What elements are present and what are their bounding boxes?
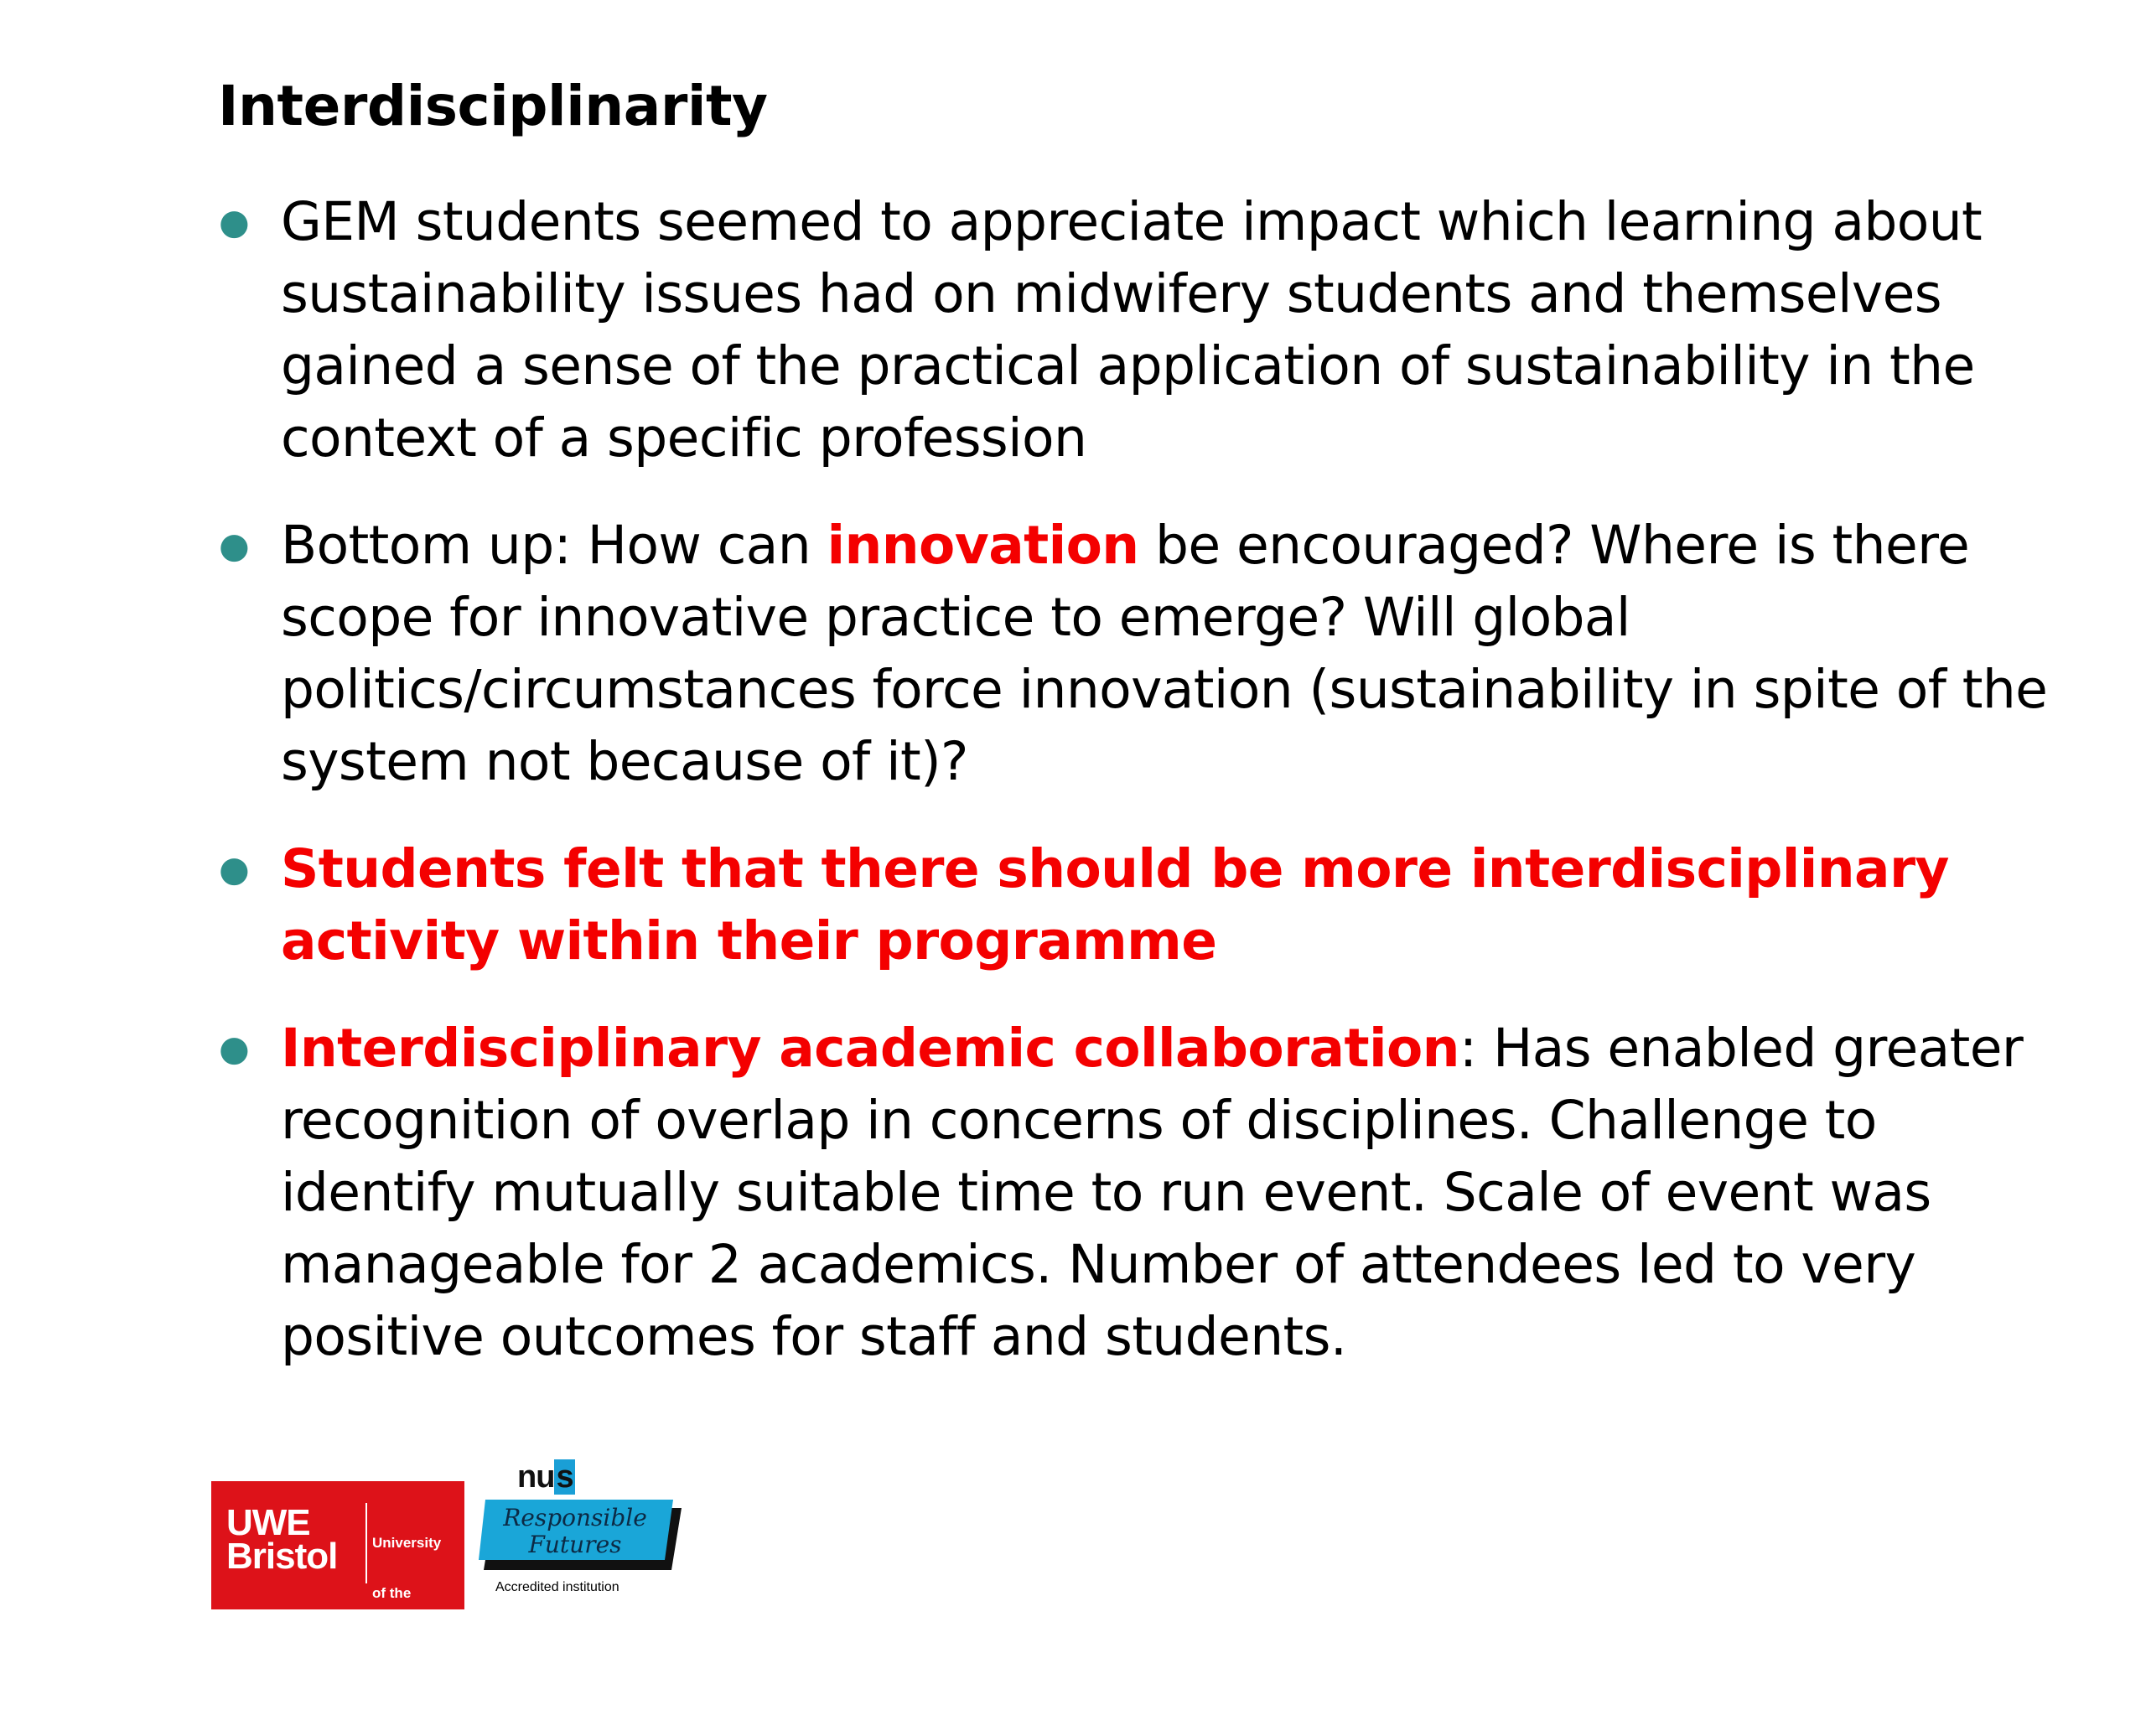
bullet-text-after: : Has enabled greater recognition of overlap in concerns of disciplines. Challenge to identify mutually suitable time to run event. Scale of event was manageable for 2 academics. Number of attendees led to very positive outcomes for staff and students. [281,1018,2024,1367]
uwe-logo-wordmark: UWE Bristol [226,1502,338,1577]
bullet-text: GEM students seemed to appreciate impact which learning about sustainability issues had on midwifery students and themselves gained a sense of the practical application of sustainability in the context of a specific profession [281,191,1983,469]
uwe-logo-divider [365,1503,367,1583]
responsible-futures-text: Responsible Futures [503,1504,647,1558]
bullet-item [214,510,2058,798]
slide-title: Interdisciplinarity [218,74,768,138]
bullet-dot-icon: ● [219,201,250,242]
bullet-text-emphasis: Students felt that there should be more interdisciplinary activity within their programme [281,838,1949,972]
bullet-dot-icon: ● [219,1028,250,1069]
nus-wordmark: nus [517,1459,573,1495]
bullet-dot-icon: ● [219,848,250,889]
footer-logos [211,1454,697,1702]
bullet-dot-icon: ● [219,525,250,566]
bullet-item [214,833,2058,977]
bullet-text-before: Bottom up: How can [281,515,827,576]
uwe-bristol-logo [211,1481,464,1702]
bullet-item [214,186,2058,474]
bullet-item [214,1013,2058,1373]
bullet-highlight: Interdisciplinary academic collaboration [281,1018,1459,1079]
nus-responsible-futures-logo [484,1454,693,1609]
bullet-highlight: innovation [827,515,1139,576]
bullet-list [214,186,2058,1408]
accredited-institution-label: Accredited institution [495,1580,619,1594]
bullet-text-after: be encouraged? Where is there scope for innovative practice to emerge? Will global politics/circumstances force innovation (sustainability in spite of the system not because of it)? [281,515,2048,792]
uwe-logo-subtitle: University of the West of England [372,1535,442,1702]
